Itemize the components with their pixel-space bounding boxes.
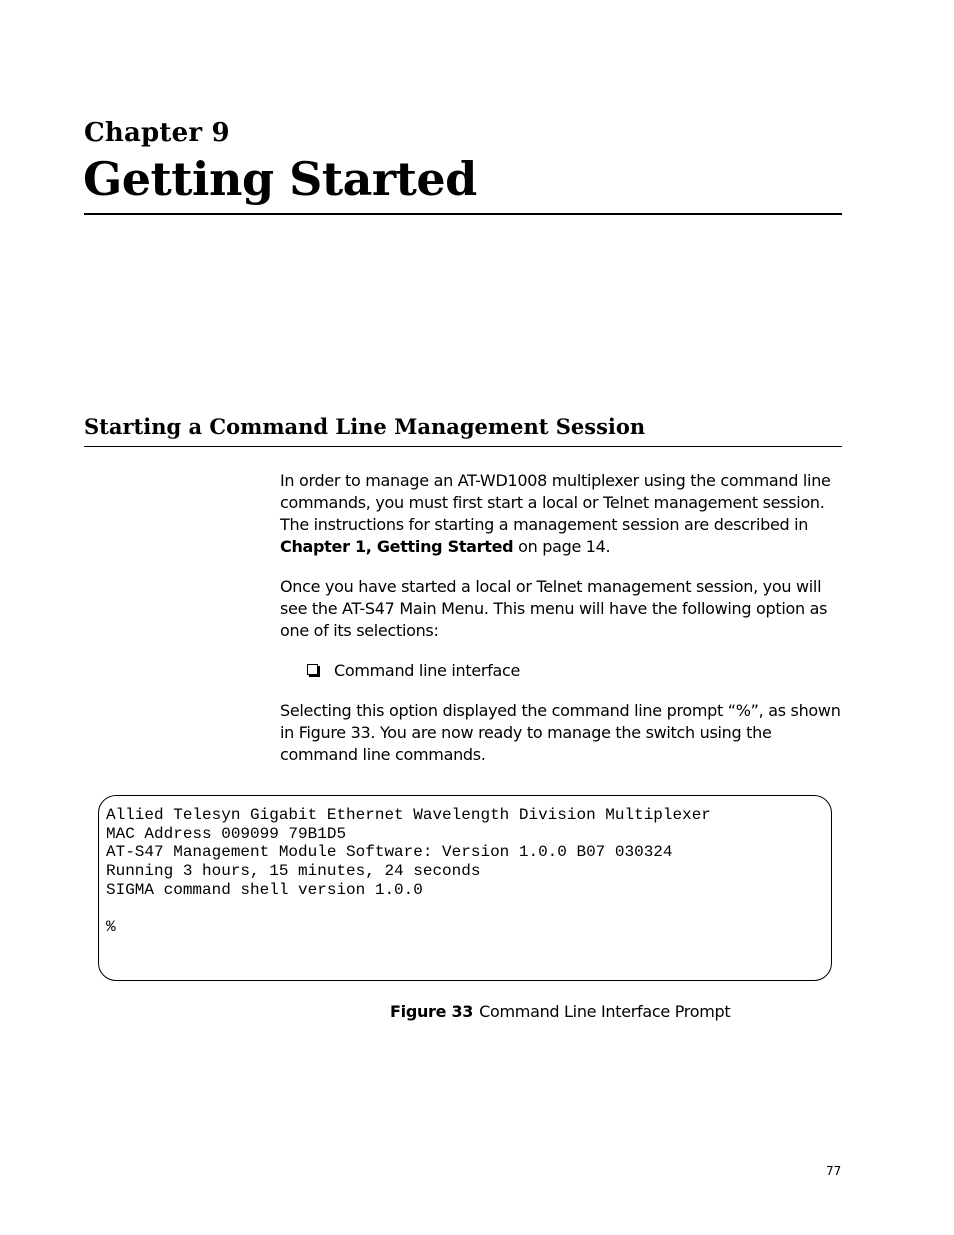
section-heading: Starting a Command Line Management Session: [84, 414, 646, 439]
chapter-title: Getting Started: [83, 152, 477, 206]
terminal-line: Running 3 hours, 15 minutes, 24 seconds: [106, 862, 481, 881]
bullet-item-label: Command line interface: [334, 661, 521, 680]
figure-caption-text: Command Line Interface Prompt: [479, 1002, 731, 1021]
chapter-reference-link[interactable]: Chapter 1, Getting Started: [280, 537, 514, 556]
paragraph-main-menu: Once you have started a local or Telnet management session, you will see the AT-S47 Main Menu. This menu will have the following option as one of its selections:: [280, 577, 828, 640]
section-divider: [84, 446, 842, 447]
paragraph-prompt: Selecting this option displayed the command line prompt “%”, as shown in Figure 33. You are now ready to manage the switch using the command line commands.: [280, 701, 841, 764]
terminal-line: SIGMA command shell version 1.0.0: [106, 880, 423, 899]
terminal-line: MAC Address 009099 79B1D5: [106, 824, 347, 843]
figure-label: Figure 33: [390, 1002, 474, 1021]
bullet-item: [307, 660, 520, 682]
paragraph-intro-tail: on page 14.: [513, 537, 611, 556]
terminal-screen: [98, 795, 832, 981]
checkbox-bullet-icon: [307, 664, 318, 675]
paragraph-intro-text: In order to manage an AT-WD1008 multiplexer using the command line commands, you must first start a local or Telnet management session. The instructions for starting a management session are described in: [280, 471, 831, 534]
chapter-label: Chapter 9: [84, 118, 230, 148]
terminal-line: [106, 899, 831, 918]
terminal-line: Allied Telesyn Gigabit Ethernet Wavelength Division Multiplexer: [106, 806, 711, 824]
terminal-prompt: %: [106, 918, 116, 937]
chapter-divider: [84, 213, 842, 215]
paragraph-intro: [280, 470, 844, 558]
page-number: 77: [826, 1164, 842, 1178]
figure-caption: [390, 1001, 730, 1023]
terminal-line: AT-S47 Management Module Software: Version 1.0.0 B07 030324: [106, 843, 673, 862]
